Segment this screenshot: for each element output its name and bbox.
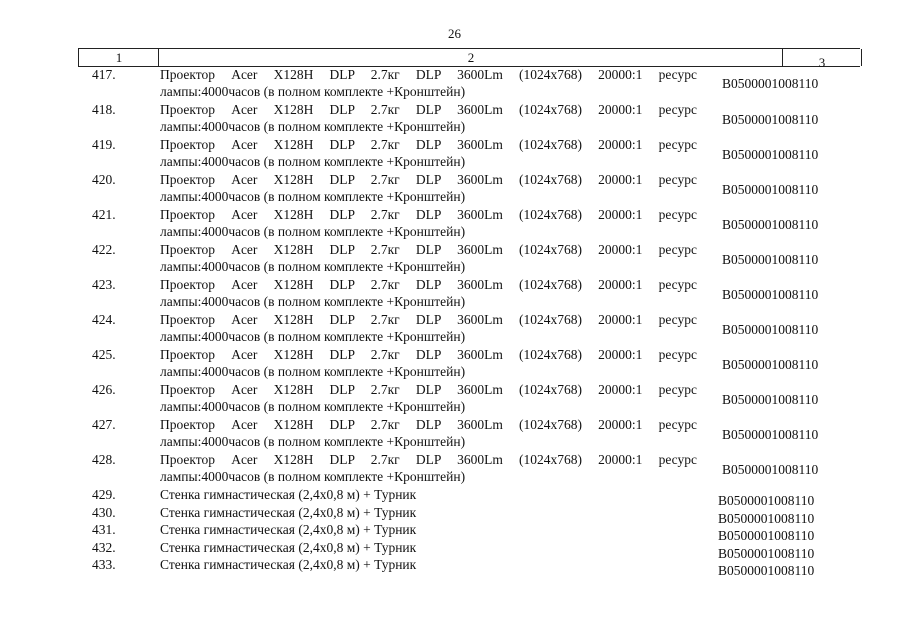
row-description-line2: лампы:4000часов (в полном комплекте +Кронштейн) xyxy=(160,364,466,379)
row-description xyxy=(160,241,700,275)
row-number: 423. xyxy=(92,277,116,292)
row-description xyxy=(160,276,700,310)
table-row xyxy=(0,276,905,311)
row-description-line1: Проектор Acer X128H DLP 2.7кг DLP 3600Lm (1024x768) 20000:1 ресурс xyxy=(160,207,697,222)
row-description-line2: лампы:4000часов (в полном комплекте +Кронштейн) xyxy=(160,434,466,449)
row-code: B0500001008110 xyxy=(722,287,819,302)
header-col-3 xyxy=(782,49,862,70)
row-code: B0500001008110 xyxy=(718,545,815,561)
row-description-line2: лампы:4000часов (в полном комплекте +Кронштейн) xyxy=(160,84,466,99)
row-number: 430. xyxy=(92,504,116,520)
table-row xyxy=(0,346,905,381)
table-row xyxy=(0,486,905,508)
row-number: 429. xyxy=(92,487,116,502)
row-code: B0500001008110 xyxy=(722,147,819,162)
row-code: B0500001008110 xyxy=(718,493,815,508)
row-code: B0500001008110 xyxy=(722,182,819,197)
row-description-line1: Проектор Acer X128H DLP 2.7кг DLP 3600Lm (1024x768) 20000:1 ресурс xyxy=(160,242,697,257)
row-number: 420. xyxy=(92,172,116,187)
row-code: B0500001008110 xyxy=(722,322,819,337)
row-code: B0500001008110 xyxy=(722,217,819,232)
row-description-line1: Проектор Acer X128H DLP 2.7кг DLP 3600Lm (1024x768) 20000:1 ресурс xyxy=(160,417,697,432)
row-description-line1: Проектор Acer X128H DLP 2.7кг DLP 3600Lm (1024x768) 20000:1 ресурс xyxy=(160,312,697,327)
row-description-line2: лампы:4000часов (в полном комплекте +Кронштейн) xyxy=(160,189,466,204)
table-row xyxy=(0,66,905,101)
row-description-line2: лампы:4000часов (в полном комплекте +Кронштейн) xyxy=(160,294,466,309)
table-row xyxy=(0,451,905,486)
row-description-line2: лампы:4000часов (в полном комплекте +Кронштейн) xyxy=(160,329,466,344)
table-row xyxy=(0,416,905,451)
row-description-line1: Проектор Acer X128H DLP 2.7кг DLP 3600Lm (1024x768) 20000:1 ресурс xyxy=(160,347,697,362)
table-row xyxy=(0,556,905,578)
table-header xyxy=(78,48,860,70)
table-row xyxy=(0,311,905,346)
row-description: Стенка гимнастическая (2,4х0,8 м) + Турник xyxy=(160,557,417,572)
row-number: 432. xyxy=(92,539,116,555)
row-number: 431. xyxy=(92,522,116,537)
row-code: B0500001008110 xyxy=(718,510,815,526)
row-description xyxy=(160,451,700,485)
row-number: 417. xyxy=(92,67,116,82)
header-col-2-label: 2 xyxy=(467,50,475,65)
page-number: 26 xyxy=(448,26,461,41)
row-description-line2: лампы:4000часов (в полном комплекте +Кронштейн) xyxy=(160,399,466,414)
row-number: 419. xyxy=(92,137,116,152)
table-row xyxy=(0,101,905,136)
row-description: Стенка гимнастическая (2,4х0,8 м) + Турник xyxy=(160,487,417,502)
row-description xyxy=(160,416,700,450)
row-code: B0500001008110 xyxy=(722,76,819,91)
row-description-line1: Проектор Acer X128H DLP 2.7кг DLP 3600Lm (1024x768) 20000:1 ресурс xyxy=(160,452,697,467)
header-col-1-label: 1 xyxy=(115,50,123,65)
table-row xyxy=(0,539,905,561)
row-description-line1: Проектор Acer X128H DLP 2.7кг DLP 3600Lm (1024x768) 20000:1 ресурс xyxy=(160,102,697,117)
row-number: 422. xyxy=(92,242,116,257)
row-code: B0500001008110 xyxy=(722,427,819,442)
row-code: B0500001008110 xyxy=(718,563,815,578)
row-description-line1: Проектор Acer X128H DLP 2.7кг DLP 3600Lm (1024x768) 20000:1 ресурс xyxy=(160,172,697,187)
row-code: B0500001008110 xyxy=(722,357,819,372)
row-code: B0500001008110 xyxy=(722,462,819,477)
row-description xyxy=(160,101,700,135)
header-col-3-label: 3 xyxy=(818,55,826,70)
row-description-line1: Проектор Acer X128H DLP 2.7кг DLP 3600Lm (1024x768) 20000:1 ресурс xyxy=(160,67,697,82)
header-col-2 xyxy=(158,49,783,66)
row-code: B0500001008110 xyxy=(722,112,819,127)
row-description-line2: лампы:4000часов (в полном комплекте +Кронштейн) xyxy=(160,469,466,484)
row-description xyxy=(160,206,700,240)
row-number: 427. xyxy=(92,417,116,432)
row-number: 424. xyxy=(92,312,116,327)
row-description-line2: лампы:4000часов (в полном комплекте +Кронштейн) xyxy=(160,259,466,274)
header-col-1 xyxy=(78,49,159,66)
row-description xyxy=(160,66,700,100)
table-row xyxy=(0,241,905,276)
row-number: 433. xyxy=(92,557,116,572)
row-description-line1: Проектор Acer X128H DLP 2.7кг DLP 3600Lm (1024x768) 20000:1 ресурс xyxy=(160,382,697,397)
table-row xyxy=(0,381,905,416)
row-code: B0500001008110 xyxy=(722,252,819,267)
row-number: 428. xyxy=(92,452,116,467)
table-row xyxy=(0,521,905,543)
table-row xyxy=(0,206,905,241)
row-code: B0500001008110 xyxy=(722,392,819,407)
row-description xyxy=(160,346,700,380)
row-description-line1: Проектор Acer X128H DLP 2.7кг DLP 3600Lm (1024x768) 20000:1 ресурс xyxy=(160,137,697,152)
row-description: Стенка гимнастическая (2,4х0,8 м) + Турник xyxy=(160,522,417,537)
row-number: 418. xyxy=(92,102,116,117)
row-description xyxy=(160,136,700,170)
row-number: 421. xyxy=(92,207,116,222)
table-row xyxy=(0,136,905,171)
row-number: 425. xyxy=(92,347,116,362)
row-description xyxy=(160,171,700,205)
table-row xyxy=(0,171,905,206)
row-description-line1: Проектор Acer X128H DLP 2.7кг DLP 3600Lm (1024x768) 20000:1 ресурс xyxy=(160,277,697,292)
table-body xyxy=(0,66,905,578)
row-description: Стенка гимнастическая (2,4х0,8 м) + Турник xyxy=(160,539,417,555)
row-code: B0500001008110 xyxy=(718,528,815,543)
row-description xyxy=(160,311,700,345)
table-row xyxy=(0,504,905,526)
row-description-line2: лампы:4000часов (в полном комплекте +Кронштейн) xyxy=(160,224,466,239)
row-description: Стенка гимнастическая (2,4х0,8 м) + Турник xyxy=(160,504,417,520)
row-description-line2: лампы:4000часов (в полном комплекте +Кронштейн) xyxy=(160,154,466,169)
row-number: 426. xyxy=(92,382,116,397)
row-description-line2: лампы:4000часов (в полном комплекте +Кронштейн) xyxy=(160,119,466,134)
row-description xyxy=(160,381,700,415)
